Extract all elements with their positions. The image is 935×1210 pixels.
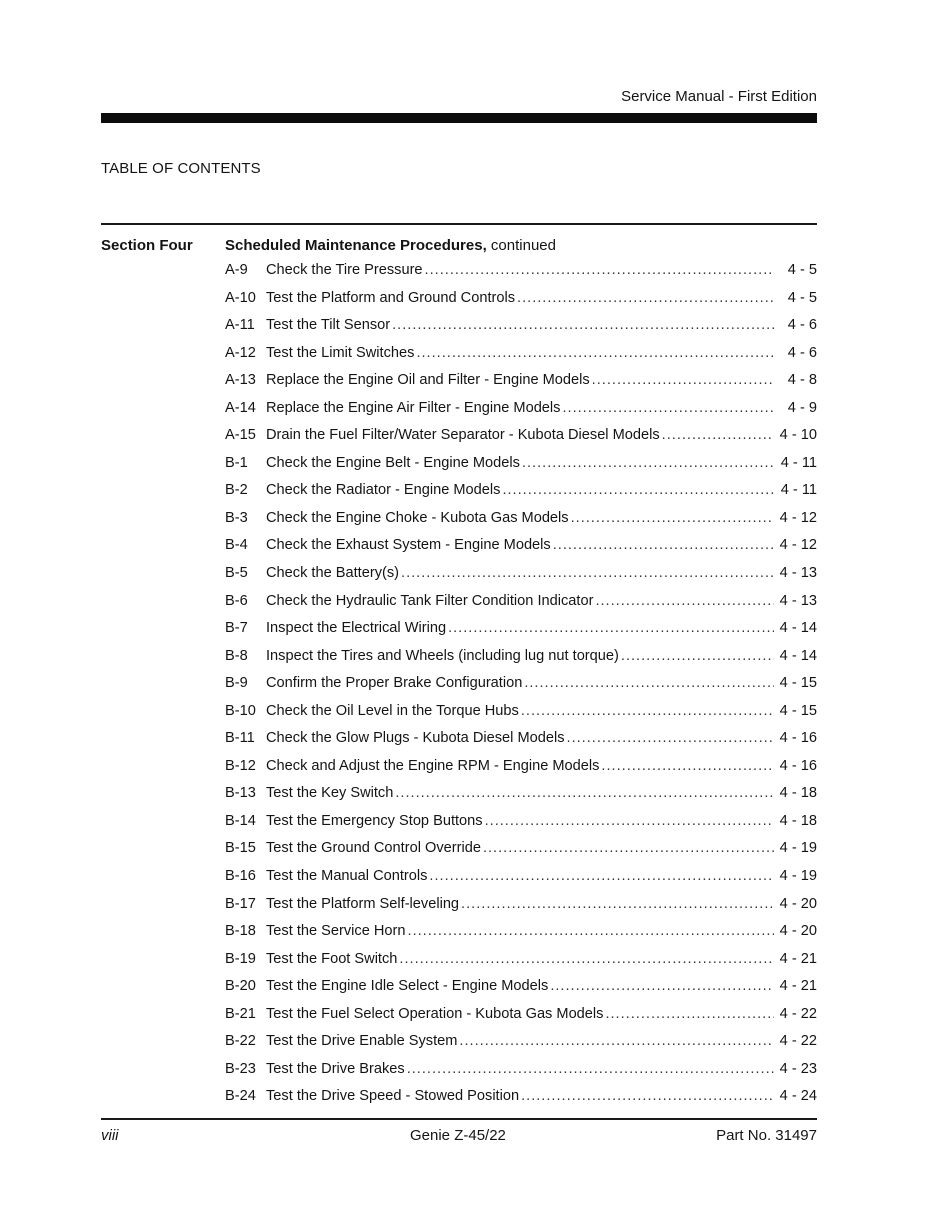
toc-entry-code: A-12 <box>225 344 256 361</box>
toc-entry-page: 4 - 15 <box>779 675 817 692</box>
dot-leader <box>416 345 774 361</box>
toc-entry-title: Check the Oil Level in the Torque Hubs <box>266 702 519 719</box>
toc-entry-title: Check the Tire Pressure <box>266 262 423 278</box>
toc-entry-title: Inspect the Electrical Wiring <box>266 620 447 637</box>
dot-leader <box>662 427 774 443</box>
page-header-title: Service Manual - First Edition <box>621 88 817 105</box>
toc-entry-code: B-22 <box>225 1033 256 1050</box>
toc-entry[interactable] <box>225 923 817 951</box>
toc-entry[interactable] <box>225 262 817 290</box>
dot-leader <box>483 840 774 856</box>
toc-entry-code: A-13 <box>225 372 256 389</box>
toc-entry[interactable] <box>225 345 817 373</box>
toc-entry[interactable] <box>225 455 817 483</box>
section-heading-suffix: continued <box>486 237 556 254</box>
toc-entry-page: 4 - 22 <box>779 1033 817 1050</box>
toc-entry-code: A-15 <box>225 427 256 444</box>
toc-entry[interactable] <box>225 896 817 924</box>
toc-entry-title: Test the Tilt Sensor <box>266 317 391 334</box>
toc-entry[interactable] <box>225 565 817 593</box>
toc-entry-title: Test the Emergency Stop Buttons <box>266 812 483 829</box>
dot-leader <box>429 868 774 884</box>
toc-entry-code: B-11 <box>225 730 255 747</box>
toc-entry-code: B-16 <box>225 868 256 885</box>
toc-entry-page: 4 - 9 <box>787 399 817 416</box>
toc-entry-page: 4 - 8 <box>787 372 817 389</box>
toc-entry[interactable] <box>225 868 817 896</box>
toc-entry[interactable] <box>225 813 817 841</box>
toc-entry[interactable] <box>225 1033 817 1061</box>
dot-leader <box>595 593 774 609</box>
toc-entry-title: Test the Foot Switch <box>266 950 398 967</box>
toc-entry-title: Check the Engine Choke - Kubota Gas Models <box>266 509 569 526</box>
toc-entry[interactable] <box>225 400 817 428</box>
toc-entry[interactable] <box>225 510 817 538</box>
toc-entry-code: B-8 <box>225 647 248 664</box>
toc-entry-page: 4 - 22 <box>779 1005 817 1022</box>
toc-entry-page: 4 - 13 <box>779 592 817 609</box>
footer-page-number: viii <box>101 1127 119 1144</box>
toc-entry-title: Test the Drive Brakes <box>266 1060 405 1077</box>
header-bar <box>101 113 817 123</box>
toc-entry-title: Test the Service Horn <box>266 923 406 940</box>
dot-leader <box>401 565 774 581</box>
dot-leader <box>524 675 774 691</box>
toc-entry-title: Replace the Engine Oil and Filter - Engine Models <box>266 372 590 389</box>
toc-entry-page: 4 - 12 <box>779 509 817 526</box>
toc-entry[interactable] <box>225 290 817 318</box>
toc-entry-code: B-5 <box>225 565 248 582</box>
dot-leader <box>392 317 774 333</box>
toc-entry[interactable] <box>225 317 817 345</box>
dot-leader <box>621 648 774 664</box>
dot-leader <box>502 482 774 498</box>
toc-entry[interactable] <box>225 1088 817 1116</box>
toc-entry-title: Test the Drive Speed - Stowed Position <box>266 1088 520 1105</box>
toc-entry-page: 4 - 14 <box>779 647 817 664</box>
toc-entry-page: 4 - 14 <box>779 620 817 637</box>
dot-leader <box>567 730 774 746</box>
dot-leader <box>485 813 774 829</box>
toc-entry-page: 4 - 11 <box>780 454 817 471</box>
footer-divider <box>101 1118 817 1120</box>
toc-entry-title: Check and Adjust the Engine RPM - Engine Models <box>266 757 600 774</box>
dot-leader <box>562 400 774 416</box>
toc-list <box>225 262 817 1116</box>
dot-leader <box>461 896 774 912</box>
toc-entry-code: A-10 <box>225 289 256 306</box>
toc-entry-title: Replace the Engine Air Filter - Engine Models <box>266 399 561 416</box>
dot-leader <box>399 951 774 967</box>
toc-entry-page: 4 - 24 <box>779 1088 817 1105</box>
toc-entry-page: 4 - 21 <box>779 978 817 995</box>
dot-leader <box>522 455 774 471</box>
toc-entry-title: Test the Limit Switches <box>266 344 415 361</box>
dot-leader <box>605 1006 774 1022</box>
footer-model: Genie Z-45/22 <box>410 1127 506 1144</box>
toc-entry[interactable] <box>225 593 817 621</box>
footer-part-number: Part No. 31497 <box>716 1127 817 1144</box>
dot-leader <box>459 1033 774 1049</box>
toc-entry[interactable] <box>225 372 817 400</box>
toc-entry-code: A-11 <box>225 317 255 334</box>
toc-entry-page: 4 - 23 <box>779 1060 817 1077</box>
dot-leader <box>408 923 774 939</box>
toc-entry-title: Check the Battery(s) <box>266 565 400 582</box>
dot-leader <box>395 785 774 801</box>
toc-entry-page: 4 - 10 <box>779 427 817 444</box>
dot-leader <box>601 758 774 774</box>
toc-entry-title: Test the Fuel Select Operation - Kubota Gas Models <box>266 1005 604 1022</box>
toc-entry-page: 4 - 19 <box>779 840 817 857</box>
toc-entry-page: 4 - 11 <box>780 482 817 499</box>
toc-entry-code: B-1 <box>225 454 248 471</box>
toc-entry-page: 4 - 18 <box>779 812 817 829</box>
toc-entry-title: Test the Engine Idle Select - Engine Models <box>266 978 549 995</box>
toc-entry-title: Test the Drive Enable System <box>266 1033 458 1050</box>
toc-entry-title: Check the Hydraulic Tank Filter Condition Indicator <box>266 592 594 609</box>
toc-entry-page: 4 - 15 <box>779 702 817 719</box>
toc-entry-code: A-14 <box>225 399 256 416</box>
toc-entry-page: 4 - 13 <box>779 565 817 582</box>
toc-entry-code: B-14 <box>225 812 256 829</box>
toc-entry[interactable] <box>225 648 817 676</box>
toc-entry-code: B-4 <box>225 537 248 554</box>
toc-entry-code: B-23 <box>225 1060 256 1077</box>
toc-entry-title: Check the Exhaust System - Engine Models <box>266 537 551 554</box>
toc-entry-code: B-6 <box>225 592 248 609</box>
toc-entry-title: Check the Radiator - Engine Models <box>266 482 501 499</box>
toc-entry-page: 4 - 6 <box>787 317 817 334</box>
toc-entry-title: Check the Glow Plugs - Kubota Diesel Models <box>266 730 565 747</box>
toc-entry-title: Test the Ground Control Override <box>266 840 481 857</box>
toc-entry[interactable] <box>225 427 817 455</box>
toc-entry-code: B-12 <box>225 757 256 774</box>
toc-divider <box>101 223 817 225</box>
toc-entry-title: Test the Key Switch <box>266 785 394 802</box>
toc-entry[interactable] <box>225 537 817 565</box>
toc-entry-code: B-24 <box>225 1088 256 1105</box>
toc-entry-code: B-13 <box>225 785 256 802</box>
toc-entry-title: Test the Manual Controls <box>266 868 428 885</box>
section-label: Section Four <box>101 237 193 254</box>
dot-leader <box>553 537 774 553</box>
dot-leader <box>550 978 774 994</box>
toc-entry-page: 4 - 5 <box>787 289 817 306</box>
toc-entry-page: 4 - 20 <box>779 923 817 940</box>
toc-entry-title: Test the Platform Self-leveling <box>266 895 460 912</box>
toc-entry-code: B-18 <box>225 923 256 940</box>
toc-title: TABLE OF CONTENTS <box>101 160 261 177</box>
toc-entry-code: A-9 <box>225 262 248 278</box>
toc-entry[interactable] <box>225 620 817 648</box>
toc-entry-code: B-15 <box>225 840 256 857</box>
toc-entry[interactable] <box>225 840 817 868</box>
section-heading <box>225 237 556 254</box>
toc-entry-page: 4 - 12 <box>779 537 817 554</box>
dot-leader <box>571 510 774 526</box>
toc-entry-title: Test the Platform and Ground Controls <box>266 289 516 306</box>
toc-entry-code: B-21 <box>225 1005 256 1022</box>
toc-entry[interactable] <box>225 758 817 786</box>
dot-leader <box>448 620 774 636</box>
dot-leader <box>592 372 774 388</box>
toc-entry-page: 4 - 18 <box>779 785 817 802</box>
section-heading-title: Scheduled Maintenance Procedures, <box>225 237 487 254</box>
toc-entry[interactable] <box>225 1006 817 1034</box>
toc-entry-page: 4 - 5 <box>787 262 817 278</box>
toc-entry-title: Inspect the Tires and Wheels (including lug nut torque) <box>266 647 619 664</box>
toc-entry-code: B-2 <box>225 482 248 499</box>
dot-leader <box>521 703 774 719</box>
toc-entry-code: B-7 <box>225 620 248 637</box>
dot-leader <box>521 1088 774 1104</box>
toc-entry-code: B-10 <box>225 702 256 719</box>
dot-leader <box>517 290 774 306</box>
toc-entry-title: Confirm the Proper Brake Configuration <box>266 675 523 692</box>
toc-entry-title: Drain the Fuel Filter/Water Separator - Kubota Diesel Models <box>266 427 660 444</box>
toc-entry-code: B-17 <box>225 895 256 912</box>
toc-entry-page: 4 - 16 <box>779 757 817 774</box>
toc-entry[interactable] <box>225 785 817 813</box>
toc-entry-page: 4 - 16 <box>779 730 817 747</box>
dot-leader <box>407 1061 774 1077</box>
toc-entry-code: B-3 <box>225 509 248 526</box>
toc-entry[interactable] <box>225 1061 817 1089</box>
toc-entry[interactable] <box>225 951 817 979</box>
toc-entry-page: 4 - 20 <box>779 895 817 912</box>
toc-entry-page: 4 - 6 <box>787 344 817 361</box>
toc-entry-page: 4 - 19 <box>779 868 817 885</box>
toc-entry-title: Check the Engine Belt - Engine Models <box>266 454 520 471</box>
toc-entry[interactable] <box>225 703 817 731</box>
toc-entry[interactable] <box>225 675 817 703</box>
toc-entry-code: B-19 <box>225 950 256 967</box>
toc-entry[interactable] <box>225 482 817 510</box>
toc-entry[interactable] <box>225 978 817 1006</box>
toc-entry-page: 4 - 21 <box>779 950 817 967</box>
toc-entry-code: B-9 <box>225 675 248 692</box>
toc-entry-code: B-20 <box>225 978 256 995</box>
dot-leader <box>425 262 774 278</box>
toc-entry[interactable] <box>225 730 817 758</box>
